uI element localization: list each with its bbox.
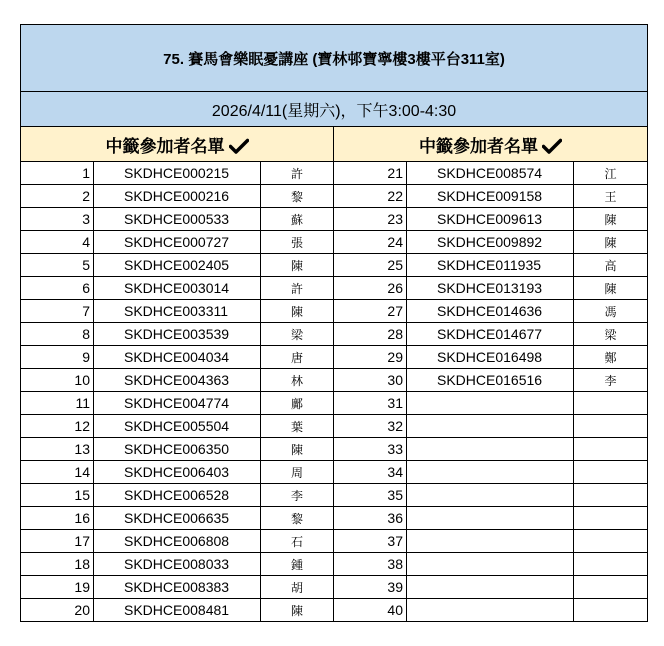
participant-code: SKDHCE002405	[94, 254, 261, 277]
participant-surname: 陳	[574, 231, 648, 254]
participant-surname: 林	[261, 369, 334, 392]
right-header-label: 中籤參加者名單	[419, 136, 539, 156]
table-row	[21, 323, 648, 346]
participant-surname: 梁	[261, 323, 334, 346]
participant-code: SKDHCE006808	[94, 530, 261, 553]
row-number: 35	[334, 484, 407, 507]
participant-surname: 胡	[261, 576, 334, 599]
left-list-header	[21, 127, 334, 162]
table-row	[21, 576, 648, 599]
participant-surname: 陳	[261, 300, 334, 323]
participant-code	[407, 392, 574, 415]
participant-code	[407, 438, 574, 461]
row-number: 25	[334, 254, 407, 277]
participant-surname: 唐	[261, 346, 334, 369]
participant-code: SKDHCE006528	[94, 484, 261, 507]
row-number: 33	[334, 438, 407, 461]
participant-code: SKDHCE016498	[407, 346, 574, 369]
participant-code: SKDHCE003539	[94, 323, 261, 346]
row-number: 37	[334, 530, 407, 553]
participant-surname	[574, 484, 648, 507]
participant-code	[407, 461, 574, 484]
participant-code	[407, 507, 574, 530]
row-number: 8	[21, 323, 94, 346]
participant-code: SKDHCE004363	[94, 369, 261, 392]
participant-surname	[574, 392, 648, 415]
table-row	[21, 599, 648, 622]
header-row	[21, 127, 648, 162]
participant-surname: 鄺	[261, 392, 334, 415]
participant-surname: 王	[574, 185, 648, 208]
participant-code	[407, 530, 574, 553]
participant-code: SKDHCE014636	[407, 300, 574, 323]
checkmark-icon	[542, 138, 562, 154]
event-date: 2026/4/11(星期六)，下午3:00-4:30	[21, 92, 648, 127]
participant-surname	[574, 438, 648, 461]
left-header-label: 中籤參加者名單	[105, 136, 225, 156]
table-row	[21, 208, 648, 231]
participant-code: SKDHCE014677	[407, 323, 574, 346]
participant-code: SKDHCE008383	[94, 576, 261, 599]
participant-surname: 葉	[261, 415, 334, 438]
row-number: 27	[334, 300, 407, 323]
participant-surname	[574, 553, 648, 576]
participant-surname: 黎	[261, 185, 334, 208]
row-number: 14	[21, 461, 94, 484]
participant-surname	[574, 507, 648, 530]
row-number: 40	[334, 599, 407, 622]
participant-code: SKDHCE005504	[94, 415, 261, 438]
row-number: 29	[334, 346, 407, 369]
participant-code: SKDHCE009613	[407, 208, 574, 231]
participant-surname: 鍾	[261, 553, 334, 576]
participant-code: SKDHCE004774	[94, 392, 261, 415]
participant-surname: 蘇	[261, 208, 334, 231]
participant-surname: 許	[261, 162, 334, 185]
row-number: 19	[21, 576, 94, 599]
table-row	[21, 530, 648, 553]
row-number: 16	[21, 507, 94, 530]
participant-surname: 鄭	[574, 346, 648, 369]
participant-code: SKDHCE000727	[94, 231, 261, 254]
participant-surname: 許	[261, 277, 334, 300]
row-number: 10	[21, 369, 94, 392]
row-number: 39	[334, 576, 407, 599]
participant-code: SKDHCE009892	[407, 231, 574, 254]
row-number: 28	[334, 323, 407, 346]
participant-surname: 梁	[574, 323, 648, 346]
participant-surname: 陳	[261, 438, 334, 461]
table-row	[21, 392, 648, 415]
row-number: 17	[21, 530, 94, 553]
title-row	[21, 25, 648, 92]
right-list-header	[334, 127, 648, 162]
row-number: 4	[21, 231, 94, 254]
table-row	[21, 277, 648, 300]
participant-surname	[574, 461, 648, 484]
row-number: 21	[334, 162, 407, 185]
row-number: 26	[334, 277, 407, 300]
table-row	[21, 438, 648, 461]
participant-surname: 李	[261, 484, 334, 507]
participant-surname	[574, 576, 648, 599]
table-row	[21, 185, 648, 208]
row-number: 7	[21, 300, 94, 323]
table-row	[21, 254, 648, 277]
checkmark-icon	[229, 138, 249, 154]
table-row	[21, 369, 648, 392]
row-number: 20	[21, 599, 94, 622]
participant-surname: 黎	[261, 507, 334, 530]
participant-surname: 周	[261, 461, 334, 484]
participant-code: SKDHCE000215	[94, 162, 261, 185]
participant-code: SKDHCE003014	[94, 277, 261, 300]
participant-surname	[574, 599, 648, 622]
participant-code: SKDHCE006635	[94, 507, 261, 530]
date-row	[21, 92, 648, 127]
row-number: 34	[334, 461, 407, 484]
participant-code: SKDHCE013193	[407, 277, 574, 300]
row-number: 9	[21, 346, 94, 369]
row-number: 15	[21, 484, 94, 507]
row-number: 32	[334, 415, 407, 438]
participant-code: SKDHCE000533	[94, 208, 261, 231]
event-title: 75. 賽馬會樂眠憂講座 (寶林邨寶寧樓3樓平台311室)	[21, 25, 648, 92]
participant-code	[407, 599, 574, 622]
row-number: 24	[334, 231, 407, 254]
table-row	[21, 300, 648, 323]
participant-code: SKDHCE008033	[94, 553, 261, 576]
participant-surname: 張	[261, 231, 334, 254]
row-number: 6	[21, 277, 94, 300]
table-row	[21, 461, 648, 484]
participant-code	[407, 484, 574, 507]
participant-code	[407, 576, 574, 599]
table-row	[21, 484, 648, 507]
participant-table	[20, 24, 648, 622]
participant-code: SKDHCE016516	[407, 369, 574, 392]
participant-code: SKDHCE004034	[94, 346, 261, 369]
participant-code	[407, 553, 574, 576]
row-number: 1	[21, 162, 94, 185]
participant-surname: 石	[261, 530, 334, 553]
participant-surname	[574, 415, 648, 438]
participant-surname: 陳	[261, 599, 334, 622]
row-number: 5	[21, 254, 94, 277]
row-number: 30	[334, 369, 407, 392]
participant-code: SKDHCE000216	[94, 185, 261, 208]
row-number: 31	[334, 392, 407, 415]
participant-surname	[574, 530, 648, 553]
row-number: 22	[334, 185, 407, 208]
participant-surname: 馮	[574, 300, 648, 323]
participant-surname: 陳	[574, 208, 648, 231]
table-row	[21, 231, 648, 254]
participant-code: SKDHCE003311	[94, 300, 261, 323]
participant-code: SKDHCE006403	[94, 461, 261, 484]
participant-code: SKDHCE011935	[407, 254, 574, 277]
participant-surname: 江	[574, 162, 648, 185]
row-number: 13	[21, 438, 94, 461]
row-number: 3	[21, 208, 94, 231]
participant-surname: 陳	[261, 254, 334, 277]
table-row	[21, 415, 648, 438]
participant-surname: 高	[574, 254, 648, 277]
participant-code: SKDHCE008574	[407, 162, 574, 185]
table-row	[21, 507, 648, 530]
participant-code: SKDHCE009158	[407, 185, 574, 208]
row-number: 2	[21, 185, 94, 208]
participant-surname: 陳	[574, 277, 648, 300]
participant-code: SKDHCE006350	[94, 438, 261, 461]
row-number: 18	[21, 553, 94, 576]
participant-code: SKDHCE008481	[94, 599, 261, 622]
table-row	[21, 162, 648, 185]
row-number: 11	[21, 392, 94, 415]
row-number: 12	[21, 415, 94, 438]
table-row	[21, 553, 648, 576]
row-number: 23	[334, 208, 407, 231]
table-row	[21, 346, 648, 369]
participant-code	[407, 415, 574, 438]
participant-surname: 李	[574, 369, 648, 392]
row-number: 36	[334, 507, 407, 530]
row-number: 38	[334, 553, 407, 576]
